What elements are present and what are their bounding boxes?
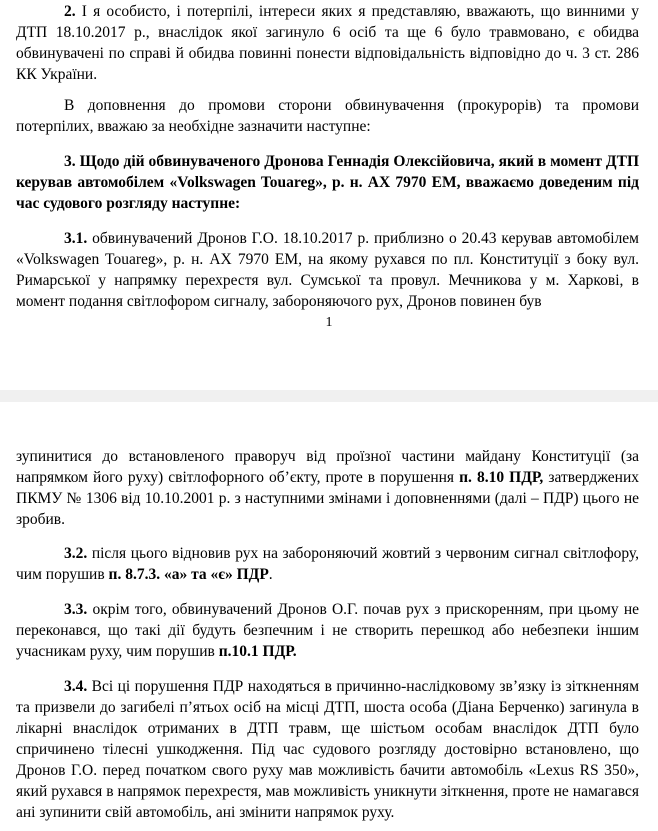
paragraph-item-3-2 xyxy=(16,543,639,585)
legal-reference: п. 8.7.3. «а» та «є» ПДР xyxy=(108,566,269,583)
paragraph-item-3-4 xyxy=(16,676,639,823)
paragraph-item-3-1 xyxy=(16,228,639,312)
paragraph-text: зупинитися до встановленого праворуч від проїзної частини майдану Конституції (за напрямком його руху) світлофорного об’єкту, проте в порушення xyxy=(16,448,639,486)
paragraph-continuation xyxy=(16,446,639,530)
paragraph-item-3-3 xyxy=(16,599,639,662)
paragraph-text: обвинувачений Дронов Г.О. 18.10.2017 р. приблизно о 20.43 керував автомобілем «Volkswagen Touareg», р. н. АХ 7970 ЕМ, на якому рухався по пл. Конституції з боку вул. Римарської у напрямку перехрестя вул. Сумської та провул. Мечникова у м. Харкові, в момент подання світлофором сигналу, забороняючого рух, Дронов повинен був xyxy=(16,230,639,310)
section-heading-3: 3. Щодо дій обвинуваченого Дронова Геннадія Олексійовича, який в момент ДТП керував автомобілем «Volkswagen Touareg», р. н. АХ 7970 ЕМ, вважаємо доведеним під час судового розгляду наступне: xyxy=(16,153,639,212)
document-page-1 xyxy=(0,0,658,390)
paragraph-text: після цього відновив рух на забороняючий жовтий з червоним сигнал світлофору, чим порушив xyxy=(16,545,639,583)
page-separator xyxy=(0,390,658,402)
page-number: 1 xyxy=(325,315,333,330)
paragraph-text: Всі ці порушення ПДР находяться в причинно-наслідковому зв’язку із зіткненням та призвели до загибелі п’ятьох осіб на місці ДТП, шоста особа (Діана Берченко) загинула в лікарні внаслідок отриманих в ДТП травм, ще шістьом особам внаслідок ДТП було спричинено тілесні ушкодження. Під час судового розгляду достовірно встановлено, що Дронов Г.О. перед початком свого руху мав можливість бачити автомобіль «Lexus RS 350», який рухався в напрямок перехрестя, мав можливість уникнути зіткнення, проте не намагався ані зупинити свій автомобіль, ані змінити напрямок руху. xyxy=(16,678,639,821)
paragraph-item-2 xyxy=(16,1,639,85)
legal-reference: п. 8.10 ПДР, xyxy=(459,469,544,486)
item-number: 2. xyxy=(64,3,76,20)
item-number: 3.1. xyxy=(64,230,88,247)
paragraph-text: затверджених ПКМУ № 1306 від 10.10.2001 р. з наступними змінами і доповненнями (далі – ПДР) цього не зробив. xyxy=(16,469,640,528)
item-number: 3.2. xyxy=(64,545,88,562)
paragraph-text: . xyxy=(268,566,273,583)
paragraph-text: І я особисто, і потерпілі, інтереси яких я представляю, вважають, що винними у ДТП 18.10.2017 р., внаслідок якої загинуло 6 осіб та ще 6 було травмовано, є обидва обвинувачені по справі й обидва повинні понести відповідальність відповідно до ч. 3 ст. 286 КК України. xyxy=(16,3,639,83)
paragraph-text: окрім того, обвинувачений Дронов О.Г. почав рух з прискоренням, при цьому не переконався, що такі дії будуть безпечним і не створить перешкод або небезпеки іншим учасникам руху, чим порушив xyxy=(16,601,639,660)
item-number: 3.3. xyxy=(64,601,88,618)
item-number: 3.4. xyxy=(64,678,88,695)
paragraph-addition: В доповнення до промови сторони обвинувачення (прокурорів) та промови потерпілих, вважаю за необхідне зазначити наступне: xyxy=(16,97,639,135)
document-page-2 xyxy=(0,402,658,831)
legal-reference: п.10.1 ПДР. xyxy=(218,643,297,660)
